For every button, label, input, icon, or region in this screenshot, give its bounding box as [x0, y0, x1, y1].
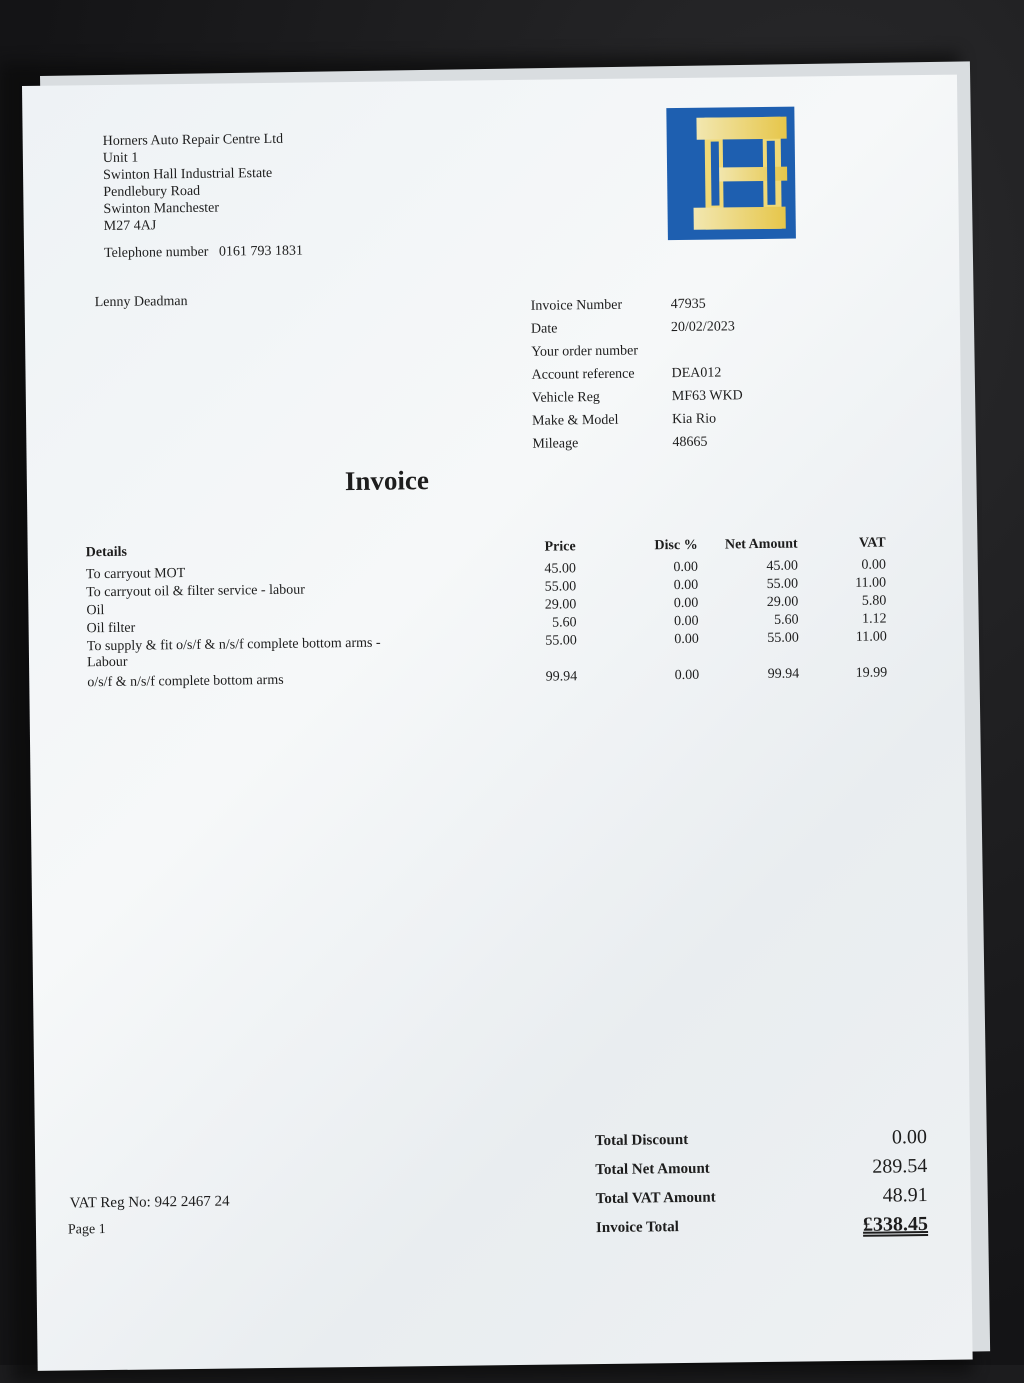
- header-disc: Disc %: [654, 537, 698, 554]
- item-disc: 0.00: [673, 577, 699, 594]
- item-vat: 0.00: [861, 557, 887, 573]
- item-vat: 11.00: [855, 575, 887, 591]
- meta-row: [532, 407, 792, 433]
- item-net: 29.00: [766, 594, 799, 610]
- total-row: [595, 1152, 927, 1185]
- header-net-amount: Net Amount: [724, 536, 798, 553]
- total-value: 0.00: [891, 1126, 928, 1149]
- item-disc: 0.00: [673, 559, 699, 576]
- total-row: [596, 1210, 928, 1243]
- meta-label: Account reference: [531, 366, 635, 383]
- item-vat: 1.12: [861, 611, 887, 627]
- header-vat: VAT: [858, 535, 886, 551]
- item-vat: 5.80: [861, 593, 887, 609]
- meta-label: Your order number: [531, 342, 639, 360]
- address-line: Pendlebury Road: [103, 183, 201, 201]
- item-disc: 0.00: [674, 631, 699, 648]
- vat-registration: VAT Reg No: 942 2467 24: [69, 1193, 230, 1212]
- meta-value: 48665: [672, 434, 708, 450]
- meta-label: Make & Model: [532, 412, 619, 429]
- item-price: 55.00: [544, 579, 577, 595]
- total-label: Invoice Total: [595, 1219, 680, 1237]
- item-price: 55.00: [545, 633, 577, 649]
- meta-label: Invoice Number: [530, 297, 623, 314]
- address-line: Swinton Manchester: [103, 200, 220, 218]
- item-net: 45.00: [766, 558, 799, 574]
- customer-name: Lenny Deadman: [94, 293, 188, 311]
- item-details: Oil filter: [86, 620, 136, 637]
- meta-row: [532, 430, 792, 456]
- invoice-meta: [531, 292, 793, 456]
- meta-label: Mileage: [532, 435, 579, 452]
- meta-value: [671, 349, 791, 350]
- item-price: 99.94: [545, 669, 578, 685]
- item-net: 55.00: [767, 630, 799, 646]
- total-value: 48.91: [882, 1184, 928, 1207]
- item-disc: 0.00: [673, 595, 699, 612]
- item-price: 45.00: [544, 561, 577, 577]
- total-row: [595, 1181, 927, 1214]
- invoice-sheet: [22, 75, 973, 1371]
- item-price: 5.60: [552, 615, 577, 631]
- meta-row: [531, 338, 791, 364]
- meta-value: 47935: [670, 296, 706, 312]
- meta-label: Date: [530, 320, 558, 337]
- item-vat: 11.00: [855, 629, 887, 645]
- item-price: 29.00: [544, 597, 577, 613]
- invoice-total-value: £338.45: [862, 1213, 929, 1236]
- item-details: To supply & fit o/s/f & n/s/f complete bottom arms - Labour: [86, 635, 381, 671]
- totals-block: [595, 1123, 928, 1243]
- header-price: Price: [544, 539, 576, 555]
- item-details: To carryout oil & filter service - labour: [86, 582, 305, 601]
- meta-value: MF63 WKD: [671, 387, 743, 404]
- meta-row: [531, 292, 791, 318]
- telephone-number: 0161 793 1831: [218, 243, 304, 260]
- line-items-table: [86, 527, 888, 693]
- item-disc: 0.00: [674, 667, 700, 684]
- item-net: 99.94: [767, 666, 800, 682]
- address-line: Swinton Hall Industrial Estate: [103, 165, 273, 184]
- item-vat: 19.99: [855, 665, 888, 681]
- meta-value: Kia Rio: [672, 411, 717, 427]
- table-header: [86, 527, 886, 561]
- page-number: Page 1: [67, 1222, 106, 1238]
- company-name: Horners Auto Repair Centre Ltd: [102, 131, 284, 150]
- item-net: 5.60: [773, 612, 799, 628]
- item-details: o/s/f & n/s/f complete bottom arms: [87, 672, 284, 691]
- item-disc: 0.00: [674, 613, 699, 630]
- total-row: [595, 1123, 927, 1156]
- meta-row: [531, 361, 791, 387]
- total-label: Total Discount: [594, 1131, 689, 1150]
- header-details: Details: [85, 544, 128, 561]
- item-details: Oil: [86, 603, 105, 619]
- address-line: M27 4AJ: [103, 218, 157, 235]
- total-label: Total VAT Amount: [595, 1189, 716, 1208]
- invoice-title: Invoice: [344, 465, 430, 497]
- telephone-line: [104, 243, 303, 262]
- telephone-label: Telephone number: [103, 244, 209, 262]
- item-details: To carryout MOT: [85, 566, 186, 583]
- total-label: Total Net Amount: [595, 1160, 710, 1179]
- total-value: 289.54: [872, 1155, 928, 1178]
- company-logo: [666, 107, 796, 241]
- meta-label: Vehicle Reg: [531, 389, 600, 406]
- address-line: Unit 1: [102, 150, 139, 167]
- meta-row: [532, 384, 792, 410]
- meta-value: DEA012: [671, 364, 722, 381]
- meta-row: [531, 315, 791, 341]
- company-address-block: [103, 131, 303, 262]
- item-net: 55.00: [766, 576, 799, 592]
- meta-value: 20/02/2023: [670, 318, 735, 335]
